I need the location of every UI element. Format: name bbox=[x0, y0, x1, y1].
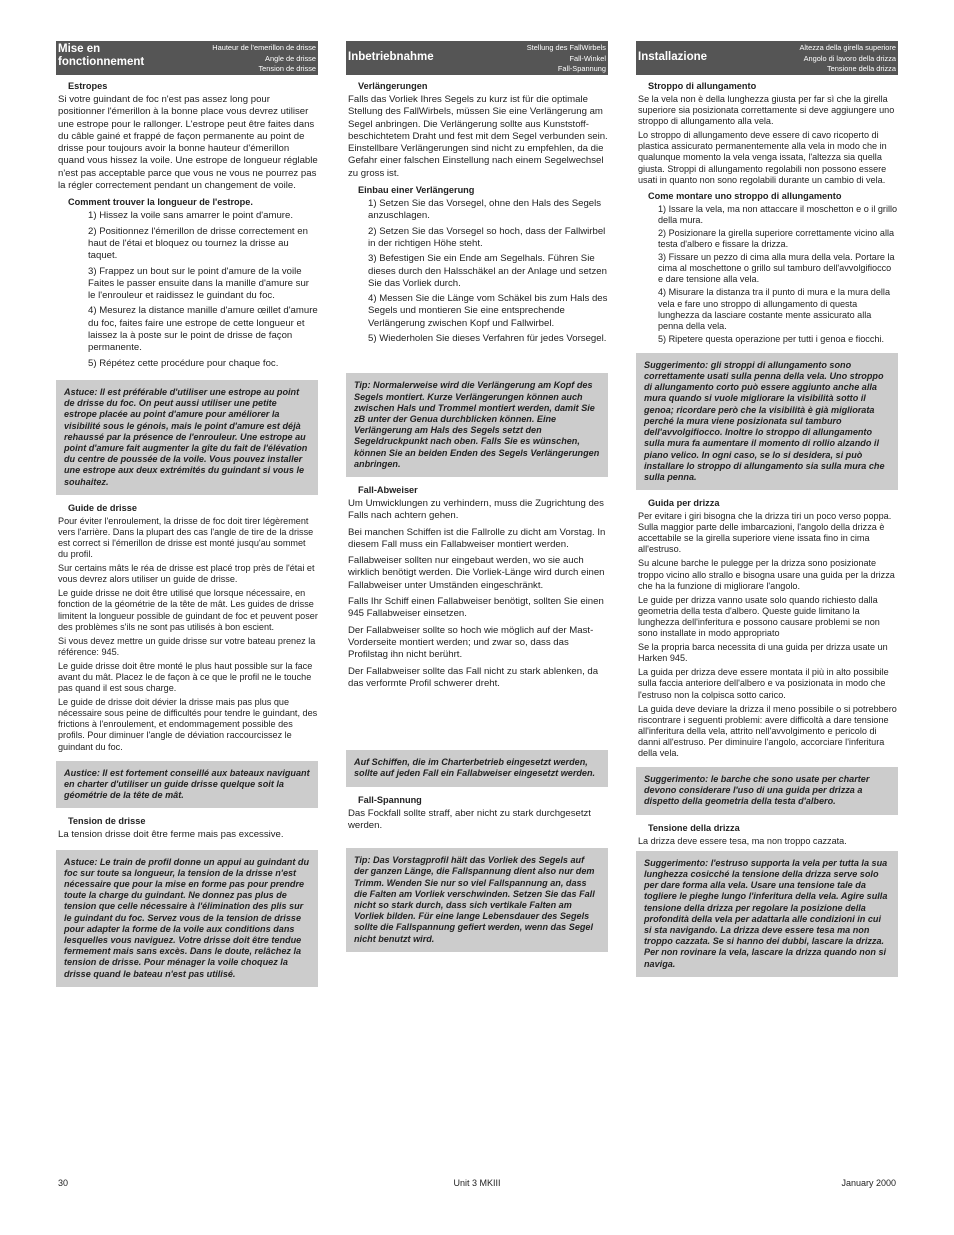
subheading-abweiser: Fall-Abweiser bbox=[358, 484, 418, 495]
tip-box: Tip: Normalerweise wird die Verlängerung am Kopf des Segels montiert. Kurze Verlängerungen können auch zwischen Hals und Trommel montiert werden, damit Sie zB unter der Genua durchblicken können. Eine Verlängerung am Hals des Segels setzt den Segeldruckpunkt nach oben. Falls Sie es wünschen, können Sie an beiden Enden des Segels Verlängerungen anbringen. bbox=[346, 373, 608, 477]
paragraph: Der Fallabweiser sollte das Fall nicht zu stark ablenken, da das verformte Profil schwerer dreht. bbox=[348, 665, 599, 689]
paragraph: La tension drisse doit être ferme mais pas excessive. bbox=[58, 829, 284, 841]
tip-box: Suggerimento: le barche che sono usate per charter devono considerare l'uso di una guida per drizza a dispetto della geometria della testa d'albero. bbox=[636, 767, 898, 815]
tip-box: Austice: Il est fortement conseillé aux bateaux naviguant en charter d'utiliser un guide drisse quelque soit la géométrie de la tête de mât. bbox=[56, 761, 318, 809]
subtitle-line: Angle de drisse bbox=[265, 53, 316, 63]
subtitle-line: Hauteur de l'emerillon de drisse bbox=[212, 43, 316, 52]
paragraph: La guida deve deviare la drizza il meno possibile o si potrebbero riscontrare i seguenti problemi: avere difficoltà a dare tensione all'inferitura della vela, attrito nell'avvolgimento e pericolo di danni all'estruso. Per diminuire l'angolo, accorciare l'inferitura della vela. bbox=[638, 703, 897, 758]
footer-unit: Unit 3 MKIII bbox=[453, 1178, 501, 1188]
paragraph: La drizza deve essere tesa, ma non troppo cazzata. bbox=[638, 835, 847, 846]
step: 3) Befestigen Sie ein Ende am Segelhals. Führen Sie dieses durch den Halsschäkel an der Anlage und setzen Sie das Vorliek durch. bbox=[368, 253, 607, 289]
subtitle-line: Altezza della girella superiore bbox=[799, 43, 896, 52]
section-subtitles bbox=[212, 43, 316, 75]
paragraph: Pour éviter l'enroulement, la drisse de foc doit tirer légèrement vers l'arrière. Dans la plupart des cas l'angle de tire de la drisse est correct si l'émerillon de drisse est monté jusqu'au sommet du profil. bbox=[58, 515, 314, 560]
steps-list bbox=[56, 210, 318, 370]
page-number: 30 bbox=[58, 1178, 69, 1188]
italian-body bbox=[636, 81, 898, 977]
subtitle-line: Fall-Winkel bbox=[569, 53, 606, 63]
tip-box: Astuce: Le train de profil donne un appui au guindant du foc sur toute sa longueur, la tension de la drisse n'est nécessaire que pour la mise en forme pas pour prendre toute la charge du guindant. Ne donnez pas plus de tension que celle nécessaire à l'élimination des plis sur le guindant du foc. Servez vous de la tension de drisse pour adapter la forme de la voile aux conditions dans lesquelles vous naviguez. Votre drisse doit être tendue fermement mais sans excès. Dans le doute, relâchez la tension de drisse. Pour ménager la voile choquez la drisse quand le bateau n'est pas utilisé. bbox=[56, 850, 318, 987]
step: 2) Setzen Sie das Vorsegel so hoch, dass der Fallwirbel in der richtigen Höhe steht. bbox=[368, 225, 606, 249]
subheading-guide: Guide de drisse bbox=[68, 502, 137, 513]
column-italian bbox=[636, 41, 898, 985]
step: 1) Hissez la voile sans amarrer le point d'amure. bbox=[88, 210, 293, 222]
subheading-guida: Guida per drizza bbox=[648, 498, 720, 509]
paragraph: Le guide de drisse doit dévier la drisse mais pas plus que nécessaire sous peine de difficultés pour tendre le guindant, des frictions à l'enroulement, et endommagement possible des profils. Pour diminuer l'angle de déviation raccourcissez le guindant du foc. bbox=[58, 697, 318, 752]
footer-date: January 2000 bbox=[841, 1178, 896, 1188]
paragraph: Si votre guindant de foc n'est pas assez long pour positionner l'émerillon à la bonne place vous devrez utiliser une estrope pour le rallonger. L'estrope peut être faites dans du câble gainé et frappé de façon permanente au point de drisse pour toujours avoir la bonne hauteur d'émerillon quand vous hissez la voile. Une estrope de longueur réglable n'est pas acceptable parce que vous ne vous ne pourrez pas la régler correctement pendant un changement de voile. bbox=[58, 94, 318, 192]
subheading-tensione: Tensione della drizza bbox=[648, 822, 740, 833]
step: 2) Posizionare la girella superiore correttamente vicino alla testa d'albero e fissare la drizza. bbox=[658, 227, 895, 250]
paragraph: Su alcune barche le pulegge per la drizza sono posizionate troppo vicino allo strallo e bisogna usare una guida per la drizza che ha la funzione di migliorare l'angolo. bbox=[638, 558, 895, 591]
steps-list bbox=[346, 198, 608, 345]
section-subtitles bbox=[799, 43, 896, 75]
step: 5) Ripetere questa operazione per tutti i genoa e fiocchi. bbox=[658, 333, 884, 344]
paragraph: Se la propria barca necessita di una guida per drizza usate un Harken 945. bbox=[638, 642, 888, 664]
tip-box: Suggerimento: l'estruso supporta la vela per tutta la sua lunghezza cosicché la tensione della drizza serve solo per dare forma alla vela. Usare una tensione tale da togliere le pieghe lungo l'inferitura della vela. Agire sulla tensione della drizza per regolare la posizione della profondità della vela per adattarla alle condizioni in cui si sta navigando. La drizza deve essere tesa ma non troppo cazzata. Se si hanno dei dubbi, lascare la drizza. Per non rovinare la vela, lascare la drizza quando non si naviga. bbox=[636, 851, 898, 977]
tip-box: Suggerimento: gli stroppi di allungamento sono correttamente usati sulla penna della vela. Uno stroppo di allungamento corto può essere aggiunto anche alla mura quando si vuole migliorare la visibilità sotto il genoa; ricordare però che la visibilità è già migliorata perché la mura viene posizionata sul tamburo dell'avvolgifiocco. Inoltre lo stroppo di allungamento sulla mura fa aumentare il momento di rollio alzando il piano velico. In ogni caso, se lo si desidera, si può installare lo stroppo di allungamento sia sulla mura che sulla penna. bbox=[636, 353, 898, 490]
column-french bbox=[56, 41, 318, 995]
section-header-italian bbox=[636, 41, 898, 75]
step: 5) Wiederholen Sie dieses Verfahren für jedes Vorsegel. bbox=[368, 333, 607, 345]
section-header-french bbox=[56, 41, 318, 75]
paragraph: Per evitare i giri bisogna che la drizza tiri un poco verso poppa. Sulla maggior parte delle imbarcazioni, l'angolo della drizza è accettabile se la girella superiore viene issata fino in cima all'estruso. bbox=[638, 511, 892, 555]
column-german bbox=[346, 41, 608, 960]
subtitle-line: Tension de drisse bbox=[258, 64, 316, 73]
paragraph: Der Fallabweiser sollte so hoch wie möglich auf der Mast-Vorderseite montiert werden; und zwar so, dass das Profilstag ihn nicht berührt. bbox=[348, 624, 594, 661]
paragraph: Um Umwicklungen zu verhindern, muss die Zugrichtung des Falls nach achtern gehen. bbox=[348, 497, 604, 522]
paragraph: Falls Ihr Schiff einen Fallabweiser benötigt, sollten Sie einen 945 Fallabweiser einsetzen. bbox=[348, 596, 604, 620]
subheading-come: Come montare uno stroppo di allungamento bbox=[648, 190, 842, 201]
subtitle-line: Fall-Spannung bbox=[557, 64, 606, 73]
paragraph: La guida per drizza deve essere montata il più in alto possibile sulla faccia anteriore dell'albero e va posizionata in modo che l'estruso non la colpisca sotto carico. bbox=[638, 667, 889, 700]
paragraph: Das Fockfall sollte straff, aber nicht zu stark durchgesetzt werden. bbox=[348, 807, 591, 831]
step: 2) Positionnez l'émerillon de drisse correctement en haut de l'étai et bloquez ou tournez la drisse au taquet. bbox=[88, 225, 308, 262]
paragraph: Si vous devez mettre un guide drisse sur votre bateau prenez la référence: 945. bbox=[58, 635, 316, 657]
section-title: Installazione bbox=[638, 51, 708, 63]
step: 5) Répétez cette procédure pour chaque foc. bbox=[88, 357, 279, 369]
tip-box: Astuce: Il est préférable d'utiliser une estrope au point de drisse du foc. On peut aussi utiliser une petite estrope placée au point d'amure pour améliorer la visibilité sous le génois, mais le point d'amure est déjà rehaussé par la présence de l'enrouleur. Une estrope au point d'amure fait augmenter la gîte du fait de l'élévation du centre de poussée de la voile. Vous pouvez installer une estrope aux deux extrémités du guindant si vous le souhaitez. bbox=[56, 380, 318, 495]
paragraph: Sur certains mâts le réa de drisse est placé trop près de l'étai et vous devrez alors utiliser un guide de drisse. bbox=[58, 563, 315, 585]
step: 4) Messen Sie die Länge vom Schäkel bis zum Hals des Segels und montieren Sie eine entsprechende Verlängerung zwischen Kopf und Fallwirbel. bbox=[368, 293, 608, 329]
section-title: Mise en fonctionnement bbox=[58, 43, 145, 68]
section-subtitles bbox=[527, 43, 606, 75]
subtitle-line: Tensione della drizza bbox=[826, 64, 896, 73]
section-title: Inbetriebnahme bbox=[348, 51, 434, 63]
step: 3) Frappez un bout sur le point d'amure de la voile Faites le passer ensuite dans la manille d'amure sur le l'enrouleur et raidissez le guindant du foc. bbox=[88, 265, 309, 302]
tip-box: Auf Schiffen, die im Charterbetrieb eingesetzt werden, sollte auf jeden Fall ein Fallabweiser eingesetzt werden. bbox=[346, 750, 608, 786]
step: 3) Fissare un pezzo di cima alla mura della vela. Portare la cima al moschettone o grillo sul tamburo dell'avvolgifiocco e dare tensione alla vela. bbox=[658, 252, 895, 285]
step: 1) Setzen Sie das Vorsegel, ohne den Hals des Segels anzuschlagen. bbox=[368, 198, 602, 222]
subheading-stroppo: Stroppo di allungamento bbox=[648, 81, 757, 91]
paragraph: Falls das Vorliek Ihres Segels zu kurz ist für die optimale Stellung des FallWirbels, müssen Sie eine Verlängerung am Segel anbringen. Die Verlängerung sollte aus Kunststoff- beschichtetem Draht und fest mit dem Segel verbunden sein. Einstellbare Verlängerungen sind nicht zu empfehlen, da die Gefahr einer falschen Einstellung nach einem Segelwechsel zu gross ist. bbox=[348, 94, 608, 179]
paragraph: Lo stroppo di allungamento deve essere di cavo ricoperto di plastica assicurato permanentemente alla vela in modo che in qualunque momento la vela venga issata, l'altezza sia quella giusta. Stroppi di allungamento regolabili non possono essere usati in quanto non sono regolabili durante un cambio di vela. bbox=[638, 130, 887, 185]
paragraph: Le guide per drizza vanno usate solo quando richiesto dalla geometria della testa d'albero. Queste guide limitano la lunghezza dell'inferitura e possono causare problemi se non sono installate in modo appropriato bbox=[638, 594, 880, 639]
paragraph: Se la vela non è della lunghezza giusta per far sì che la girella superiore sia posizionata correttamente si deve aggiungere uno stroppo di allungamento alla vela. bbox=[638, 94, 895, 127]
subheading-estropes: Estropes bbox=[68, 81, 108, 91]
step: 4) Mesurez la distance manille d'amure œillet d'amure du foc, faites faire une estrope de cette longueur et laissez la à poste sur le point de drisse de façon permanente. bbox=[88, 305, 318, 354]
steps-list bbox=[636, 204, 898, 345]
subtitle-line: Angolo di lavoro della drizza bbox=[803, 53, 896, 63]
guide-text bbox=[56, 516, 318, 753]
subheading-einbau: Einbau einer Verlängerung bbox=[358, 185, 475, 196]
subtitle-line: Stellung des FallWirbels bbox=[526, 43, 606, 52]
paragraph: Bei manchen Schiffen ist die Fallrolle zu dicht am Vorstag. In diesem Fall muss ein Fallabweiser montiert werden. bbox=[348, 526, 606, 550]
subheading-tension: Tension de drisse bbox=[68, 816, 146, 827]
subheading-comment: Comment trouver la longueur de l'estrope. bbox=[68, 197, 253, 208]
step: 4) Misurare la distanza tra il punto di mura e la mura della vela e fare uno stroppo di allungamento di questa lunghezza da lasciare costante mente assicurato alla penna della vela. bbox=[658, 287, 890, 331]
paragraph: Fallabweiser sollten nur eingebaut werden, wo sie auch wirklich benötigt werden. Die Vorliek-Länge wird durch einen Fallabweiser unter Umständen eingeschränkt. bbox=[348, 555, 605, 591]
tip-box: Tip: Das Vorstagprofil hält das Vorliek des Segels auf der ganzen Länge, die Fallspannung dient also nur dem Trimm. Wenden Sie nur so viel Fallspannung an, dass die Falten am Vorliek verschwinden. Setzen Sie das Fall nicht so stark durch, dass sich vertikale Falten am Vorliek bilden. Für eine lange Lebensdauer des Segels sollte die Fallspannung gefiert werden, wenn das Segel nicht benutzt wird. bbox=[346, 848, 608, 952]
section-header-german bbox=[346, 41, 608, 75]
subheading-spannung: Fall-Spannung bbox=[358, 794, 422, 805]
paragraph: Le guide drisse doit être monté le plus haut possible sur la face avant du mât. Placez le de façon à ce que le profil ne le touche pas quand il est sous charge. bbox=[58, 660, 313, 694]
step: 1) Issare la vela, ma non attaccare il moschetton e o il grillo della mura. bbox=[658, 203, 898, 225]
subheading-verlaengerungen: Verlängerungen bbox=[358, 81, 428, 91]
paragraph: Le guide drisse ne doit être utilisé que lorsque nécessaire, en fonction de la géométrie de la tête de mât. Les guides de drisse limitent la longueur possible de guindant de foc et peuvent poser des problèmes s'ils ne sont pas utilisés à bon escient. bbox=[58, 588, 318, 632]
